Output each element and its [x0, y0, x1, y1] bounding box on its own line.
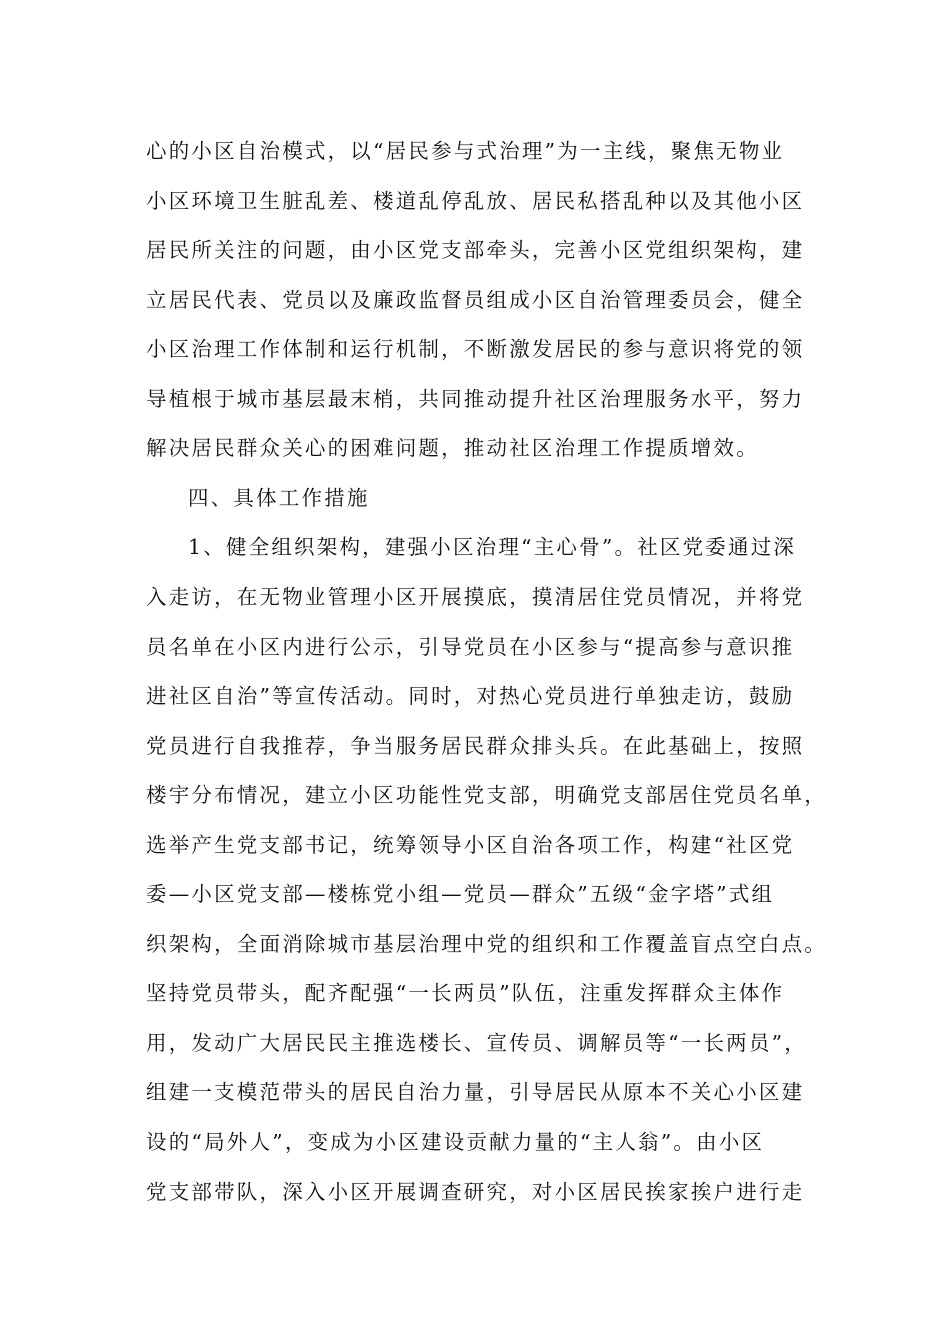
paragraph-line: 委—小区党支部—楼栋党小组—党员—群众”五级“金字塔”式组	[146, 882, 775, 906]
paragraph-line: 党员进行自我推荐，争当服务居民群众排头兵。在此基础上，按照	[146, 734, 805, 758]
paragraph-line: 1、健全组织架构，建强小区治理“主心骨”。社区党委通过深	[188, 535, 797, 559]
paragraph-line: 员名单在小区内进行公示，引导党员在小区参与“提高参与意识推	[146, 635, 795, 659]
paragraph-line: 党支部带队，深入小区开展调查研究，对小区居民挨家挨户进行走	[146, 1180, 805, 1204]
paragraph-line: 组建一支模范带头的居民自治力量，引导居民从原本不关心小区建	[146, 1080, 805, 1104]
paragraph-line: 进社区自治”等宣传活动。同时，对热心党员进行单独走访，鼓励	[146, 684, 795, 708]
paragraph-line: 小区治理工作体制和运行机制，不断激发居民的参与意识将党的领	[146, 337, 805, 361]
paragraph-line: 心的小区自治模式，以“居民参与式治理”为一主线，聚焦无物业	[146, 139, 785, 163]
paragraph-line: 楼宇分布情况，建立小区功能性党支部，明确党支部居住党员名单，	[146, 783, 827, 807]
paragraph-line: 导植根于城市基层最末梢，共同推动提升社区治理服务水平，努力	[146, 387, 805, 411]
paragraph-line: 织架构，全面消除城市基层治理中党的组织和工作覆盖盲点空白点。	[146, 932, 827, 956]
paragraph-line: 居民所关注的问题，由小区党支部牵头，完善小区党组织架构，建	[146, 238, 805, 262]
paragraph-line: 坚持党员带头，配齐配强“一长两员”队伍，注重发挥群众主体作	[146, 981, 785, 1005]
paragraph-line: 选举产生党支部书记，统筹领导小区自治各项工作，构建“社区党	[146, 833, 795, 857]
paragraph-line: 小区环境卫生脏乱差、楼道乱停乱放、居民私搭乱种以及其他小区	[146, 189, 805, 213]
paragraph-line: 入走访，在无物业管理小区开展摸底，摸清居住党员情况，并将党	[146, 585, 805, 609]
paragraph-line: 设的“局外人”，变成为小区建设贡献力量的“主人翁”。由小区	[146, 1130, 765, 1154]
paragraph-line: 立居民代表、党员以及廉政监督员组成小区自治管理委员会，健全	[146, 288, 805, 312]
paragraph-line: 用，发动广大居民民主推选楼长、宣传员、调解员等“一长两员”，	[146, 1031, 807, 1055]
paragraph-line: 解决居民群众关心的困难问题，推动社区治理工作提质增效。	[146, 436, 759, 460]
section-heading: 四、具体工作措施	[188, 486, 370, 510]
